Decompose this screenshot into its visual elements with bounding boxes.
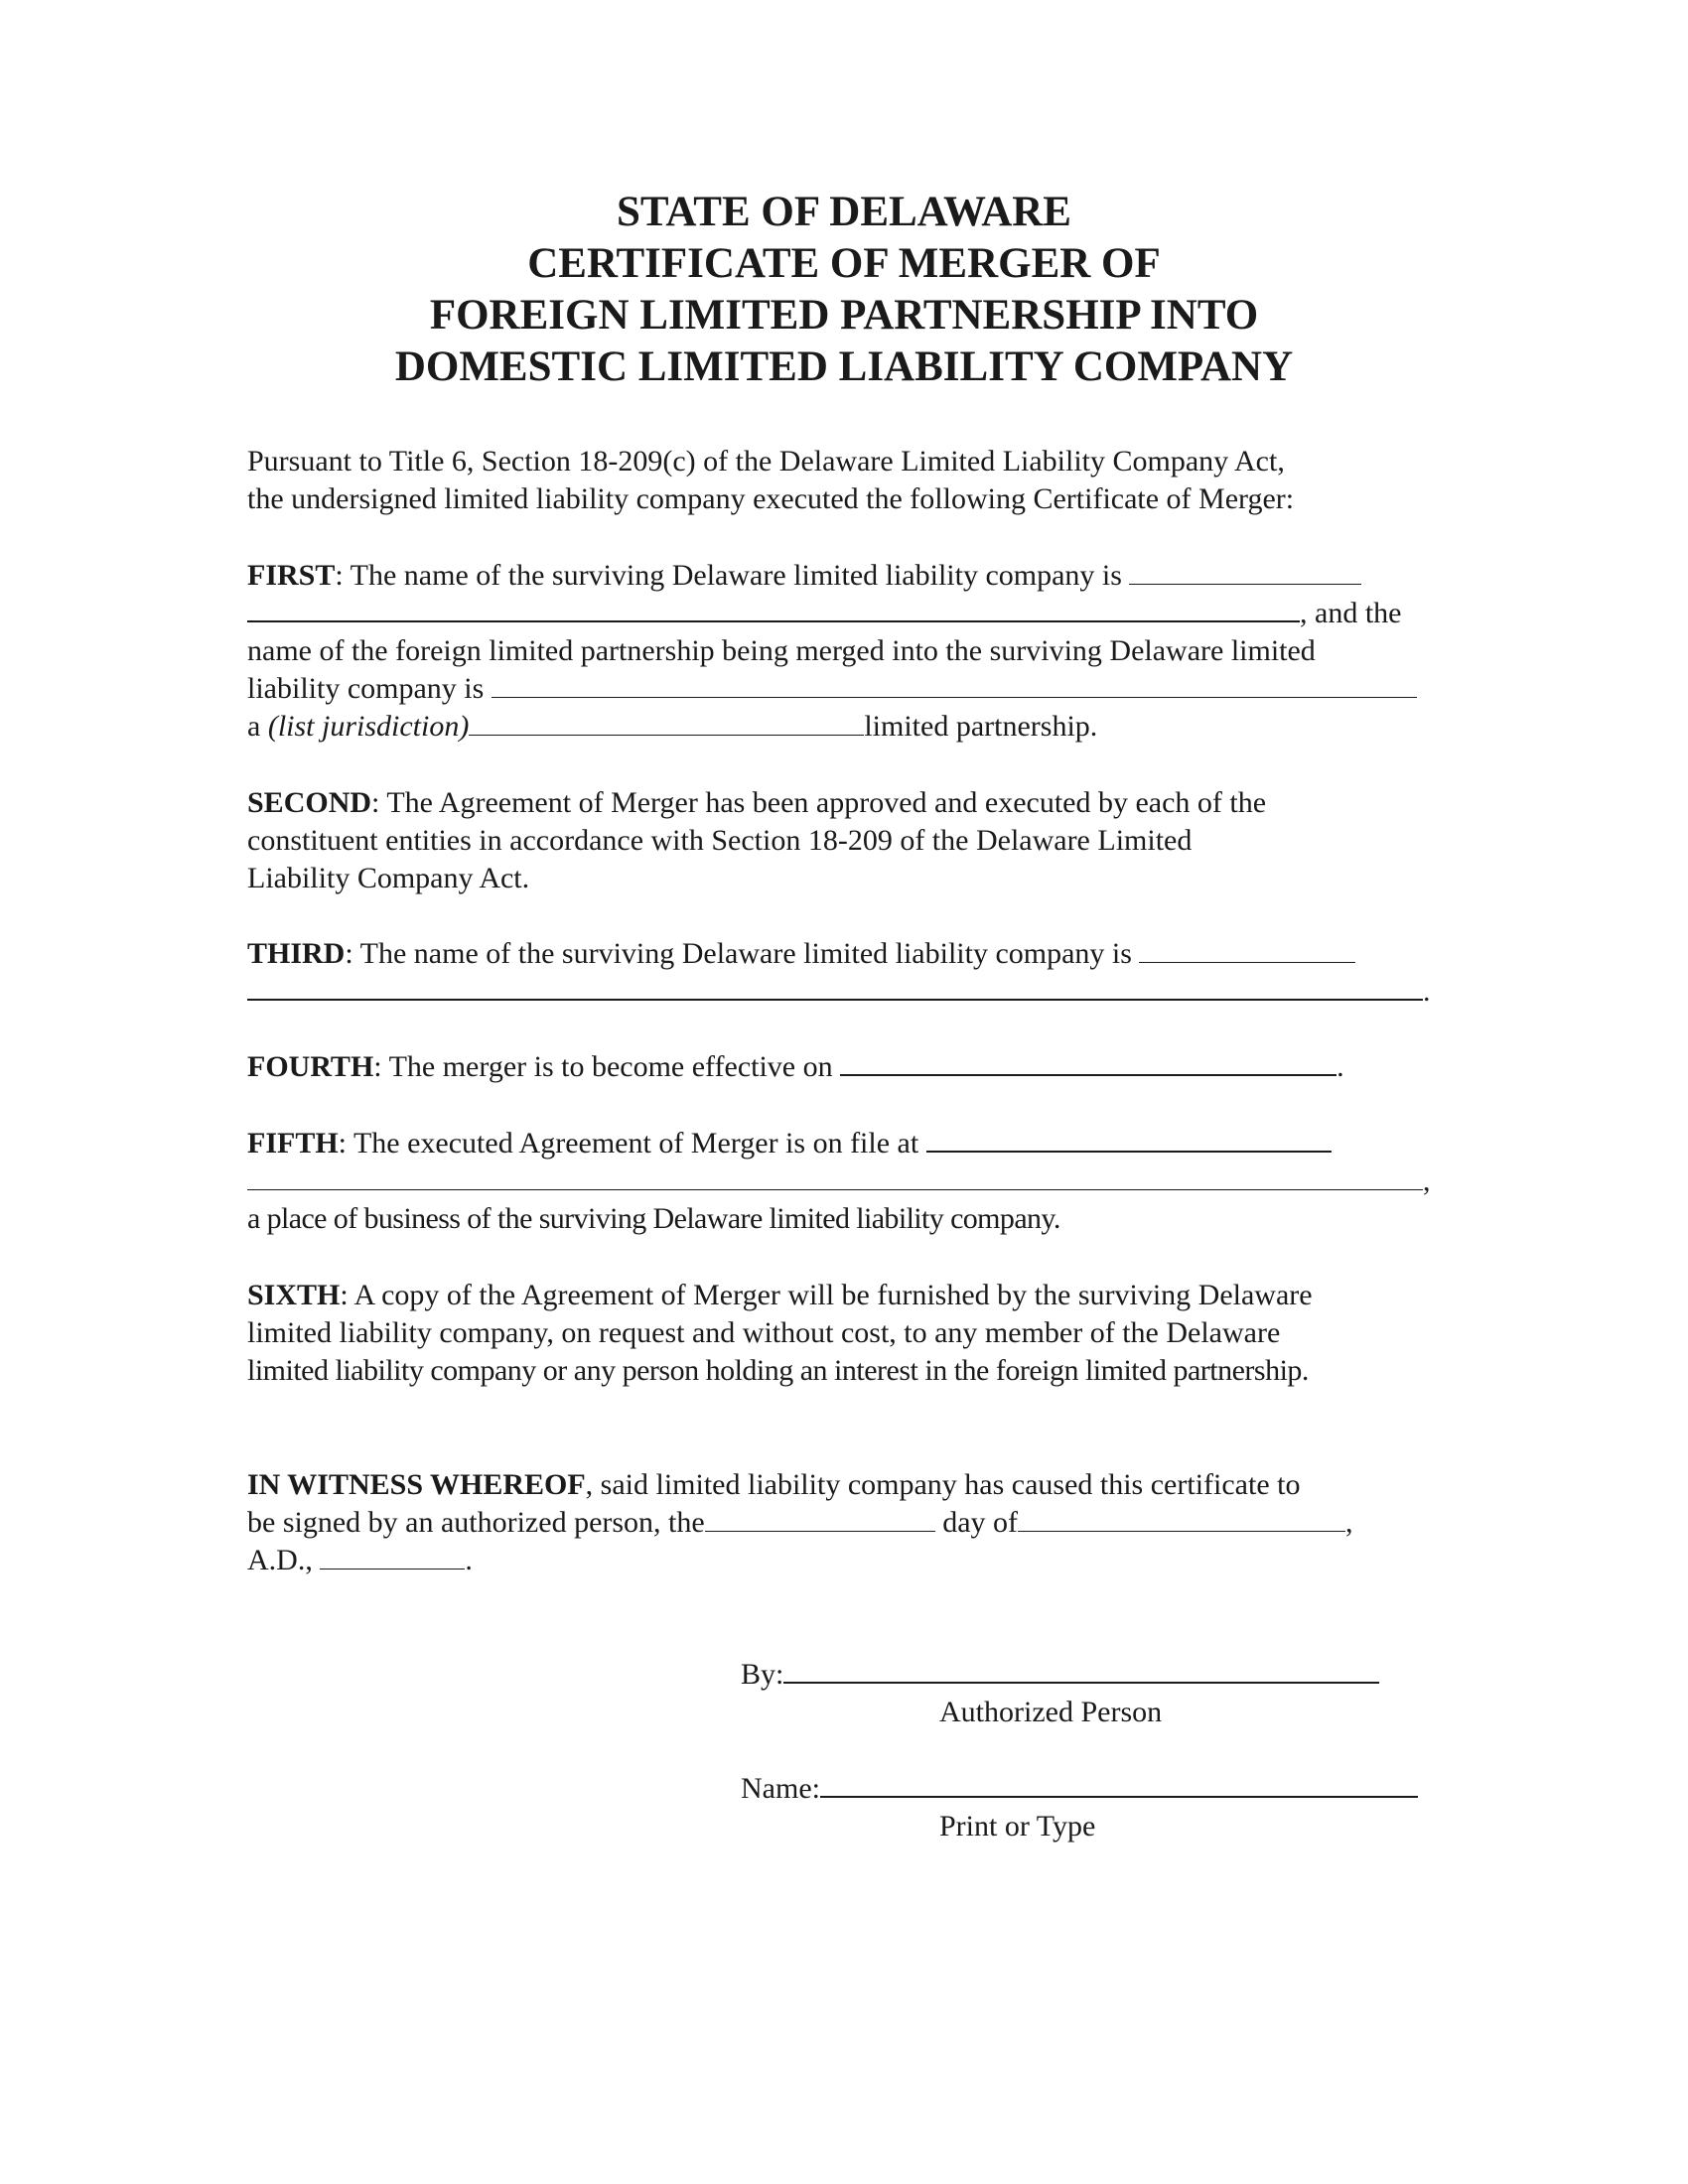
title-line-1: STATE OF DELAWARE: [617, 189, 1071, 235]
fifth-line-3: a place of business of the surviving Delaware limited liability company.: [247, 1202, 1060, 1235]
witness-text-2c: ,: [1345, 1506, 1353, 1539]
witness-line-1: [247, 1466, 1300, 1504]
witness-text-3a: A.D.,: [247, 1544, 321, 1576]
printed-name-blank[interactable]: [820, 1770, 1418, 1798]
intro-line-1: Pursuant to Title 6, Section 18-209(c) of the Delaware Limited Liability Company Act,: [247, 445, 1285, 478]
third-line-1: [247, 935, 1355, 973]
signature-name-row: [741, 1770, 1418, 1808]
first-line-5: [247, 708, 1097, 746]
first-text-5c: limited partnership.: [864, 710, 1098, 743]
jurisdiction-hint: (list jurisdiction): [267, 710, 470, 743]
witness-line-2: [247, 1504, 1353, 1542]
name-label: Name:: [741, 1772, 820, 1805]
authorized-person-caption: Authorized Person: [939, 1696, 1163, 1728]
surviving-company-name-blank-b[interactable]: [247, 595, 1300, 622]
fourth-line-1: [247, 1048, 1344, 1086]
fifth-line-1: [247, 1125, 1332, 1162]
by-label: By:: [741, 1658, 784, 1691]
jurisdiction-blank[interactable]: [469, 709, 864, 736]
fifth-end: ,: [1423, 1164, 1431, 1197]
first-text-4: liability company is: [247, 672, 492, 705]
sixth-line-3: limited liability company or any person holding an interest in the foreign limited partnership.: [247, 1354, 1309, 1387]
first-line-1: [247, 557, 1361, 595]
effective-date-blank[interactable]: [840, 1048, 1336, 1076]
third-company-name-blank-a[interactable]: [1139, 936, 1355, 963]
first-line-3: name of the foreign limited partnership being merged into the surviving Delaware limited: [247, 634, 1316, 667]
signing-day-blank[interactable]: [705, 1505, 935, 1532]
signing-month-blank[interactable]: [1018, 1505, 1345, 1532]
first-line-4: [247, 670, 1417, 708]
first-label: FIRST: [247, 559, 336, 592]
fifth-text-1: : The executed Agreement of Merger is on file at: [338, 1127, 926, 1160]
witness-text-1: , said limited liability company has caused this certificate to: [585, 1468, 1301, 1501]
title-line-4: DOMESTIC LIMITED LIABILITY COMPANY: [394, 343, 1294, 390]
intro-line-2: the undersigned limited liability company executed the following Certificate of Merger:: [247, 482, 1295, 515]
first-line-2: [247, 595, 1401, 632]
sixth-text-1: : A copy of the Agreement of Merger will be furnished by the surviving Delaware: [340, 1279, 1313, 1311]
signature-by-row: [741, 1656, 1379, 1694]
second-line-2: constituent entities in accordance with Section 18-209 of the Delaware Limited: [247, 824, 1193, 857]
second-line-3: Liability Company Act.: [247, 862, 530, 894]
second-line-1: [247, 784, 1266, 822]
sixth-label: SIXTH: [247, 1279, 341, 1311]
authorized-person-signature-blank[interactable]: [783, 1656, 1379, 1684]
title-line-2: CERTIFICATE OF MERGER OF: [527, 240, 1161, 287]
witness-text-2b: day of: [934, 1506, 1019, 1539]
fifth-label: FIFTH: [247, 1127, 339, 1160]
third-text-1: : The name of the surviving Delaware limited liability company is: [345, 937, 1140, 970]
first-text-2: , and the: [1300, 597, 1402, 629]
surviving-company-name-blank-a[interactable]: [1129, 558, 1361, 585]
first-text-5a: a: [247, 710, 268, 743]
third-label: THIRD: [247, 937, 346, 970]
foreign-partnership-name-blank[interactable]: [492, 671, 1417, 698]
first-text-1: : The name of the surviving Delaware limited liability company is: [335, 559, 1130, 592]
fourth-text-1: : The merger is to become effective on: [373, 1050, 841, 1083]
fourth-label: FOURTH: [247, 1050, 374, 1083]
document-title: [0, 187, 1688, 393]
fourth-end: .: [1336, 1050, 1344, 1083]
signing-year-blank[interactable]: [320, 1543, 465, 1570]
witness-text-2a: be signed by an authorized person, the: [247, 1506, 705, 1539]
witness-line-3: [247, 1542, 473, 1579]
title-line-3: FOREIGN LIMITED PARTNERSHIP INTO: [429, 292, 1259, 339]
second-text-1: : The Agreement of Merger has been approved and executed by each of the: [371, 786, 1267, 819]
file-location-blank-a[interactable]: [926, 1125, 1332, 1153]
sixth-line-1: [247, 1277, 1313, 1314]
sixth-line-2: limited liability company, on request and without cost, to any member of the Delaware: [247, 1316, 1281, 1349]
file-location-blank-b[interactable]: [247, 1163, 1423, 1190]
print-or-type-caption: Print or Type: [939, 1810, 1096, 1843]
witness-text-3b: .: [465, 1544, 473, 1576]
third-end: .: [1423, 975, 1431, 1008]
witness-label: IN WITNESS WHEREOF: [247, 1468, 586, 1501]
second-label: SECOND: [247, 786, 372, 819]
fifth-line-2: [247, 1162, 1431, 1200]
third-line-2: [247, 973, 1431, 1011]
third-company-name-blank-b[interactable]: [247, 973, 1423, 1001]
